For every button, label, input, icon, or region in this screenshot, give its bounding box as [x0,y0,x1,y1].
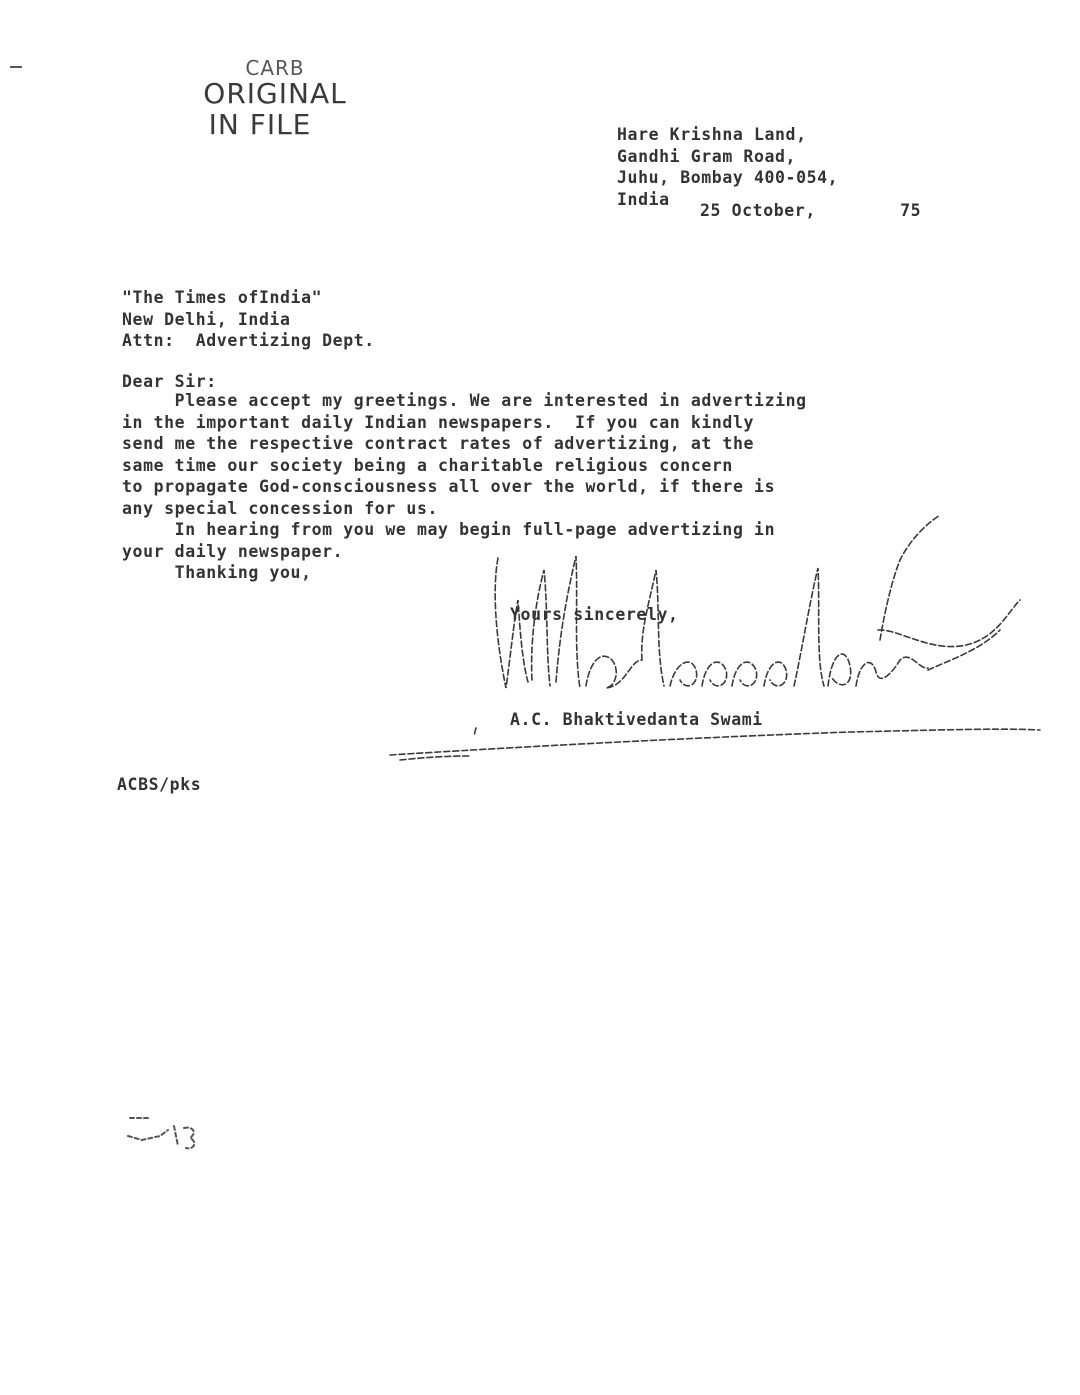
sender-address-line: Juhu, Bombay 400-054, [617,168,839,187]
stamp-line-2: ORIGINAL [203,77,347,110]
reference-initials: ACBS/pks [117,775,202,794]
body-line: In hearing from you we may begin full-page advertizing in [122,520,776,539]
salutation: Dear Sir: [122,372,217,391]
stamp-line-3: IN FILE [208,108,312,141]
body-line: in the important daily Indian newspapers. If you can kindly [122,412,755,432]
sender-address-line: India [617,189,670,209]
handwritten-mark [120,1110,220,1170]
margin-dash [10,66,22,68]
body-line: send me the respective contract rates of advertizing, at the [122,434,755,453]
body-line: same time our society being a charitable religious concern [122,455,733,475]
recipient-line: New Delhi, India [122,309,291,329]
body-line: Thanking you, [122,563,312,582]
recipient-line: Attn: Advertizing Dept. [122,331,375,350]
body-line: any special concession for us. [122,498,439,518]
carbon-original-in-file-stamp [200,58,350,139]
recipient-line: "The Times ofIndia" [122,288,323,307]
body-line: Please accept my greetings. We are interested in advertizing [122,391,807,410]
signer-name: A.C. Bhaktivedanta Swami [510,710,763,729]
body-line: your daily newspaper. [122,541,344,561]
closing: Yours sincerely, [510,605,679,624]
stamp-line-1: CARB [245,56,305,80]
recipient-address [122,287,375,352]
body-line: to propagate God-consciousness all over the world, if there is [122,477,776,496]
sender-address-line: Gandhi Gram Road, [617,146,797,166]
sender-address-line: Hare Krishna Land, [617,125,807,144]
sender-address [617,124,838,210]
letter-date: 25 October, 75 [700,201,922,220]
handwritten-signature [380,510,1050,785]
